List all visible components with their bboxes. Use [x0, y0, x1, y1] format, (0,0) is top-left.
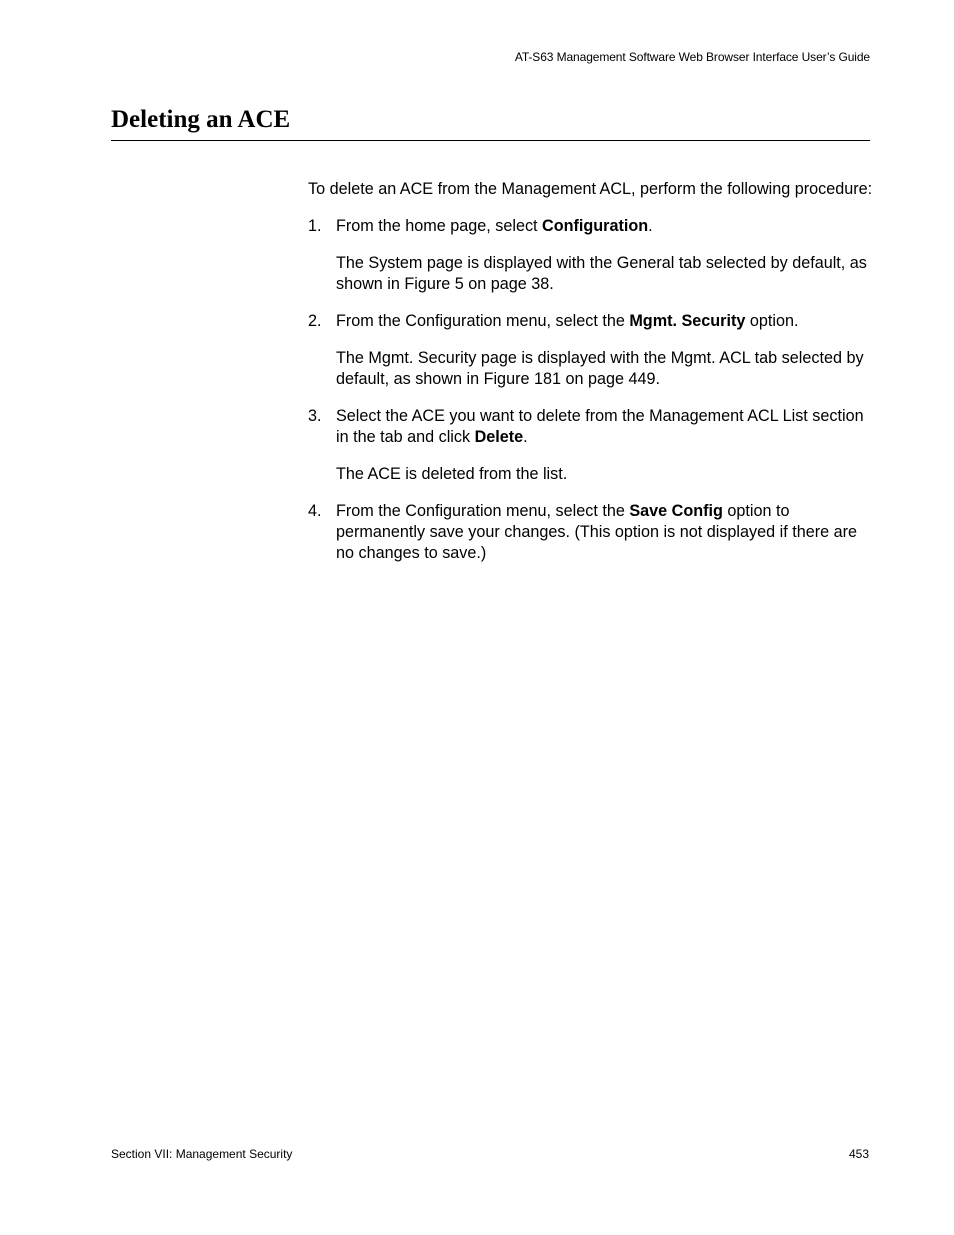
step-ui-term: Mgmt. Security — [629, 312, 746, 330]
step-2-note: The Mgmt. Security page is displayed with the Mgmt. ACL tab selected by default, as shown in Figure 181 on page 449. — [336, 349, 864, 388]
step-text: From the home page, select — [336, 217, 543, 235]
procedure-content — [308, 179, 874, 580]
intro-paragraph: To delete an ACE from the Management ACL, perform the following procedure: — [308, 180, 873, 198]
step-number: 1. — [308, 217, 322, 235]
title-rule — [111, 140, 870, 141]
step-text-end: option. — [745, 312, 799, 330]
step-ui-term: Configuration — [542, 217, 649, 235]
section-title: Deleting an ACE — [111, 106, 291, 133]
step-number: 4. — [308, 502, 322, 520]
step-2 — [308, 311, 874, 332]
step-ui-term: Delete — [474, 428, 524, 446]
step-4 — [308, 501, 874, 564]
step-text: From the Configuration menu, select the — [336, 312, 630, 330]
step-3 — [308, 406, 874, 448]
step-1-note: The System page is displayed with the General tab selected by default, as shown in Figure 5 on page 38. — [336, 254, 867, 293]
running-header: AT-S63 Management Software Web Browser Interface User’s Guide — [514, 50, 870, 64]
footer-page-number: 453 — [848, 1147, 869, 1161]
step-ui-term: Save Config — [629, 502, 723, 520]
step-number: 3. — [308, 407, 322, 425]
step-text-end: . — [523, 428, 528, 446]
step-text-end: option to permanently save your changes. (This option is not displayed if there are no changes to save.) — [336, 502, 857, 562]
step-text-end: . — [648, 217, 653, 235]
step-3-note: The ACE is deleted from the list. — [336, 465, 568, 483]
step-1 — [308, 216, 874, 237]
footer-section-label: Section VII: Management Security — [111, 1147, 293, 1161]
step-text: From the Configuration menu, select the — [336, 502, 630, 520]
step-number: 2. — [308, 312, 322, 330]
step-text: Select the ACE you want to delete from the Management ACL List section in the tab and click — [336, 407, 864, 446]
